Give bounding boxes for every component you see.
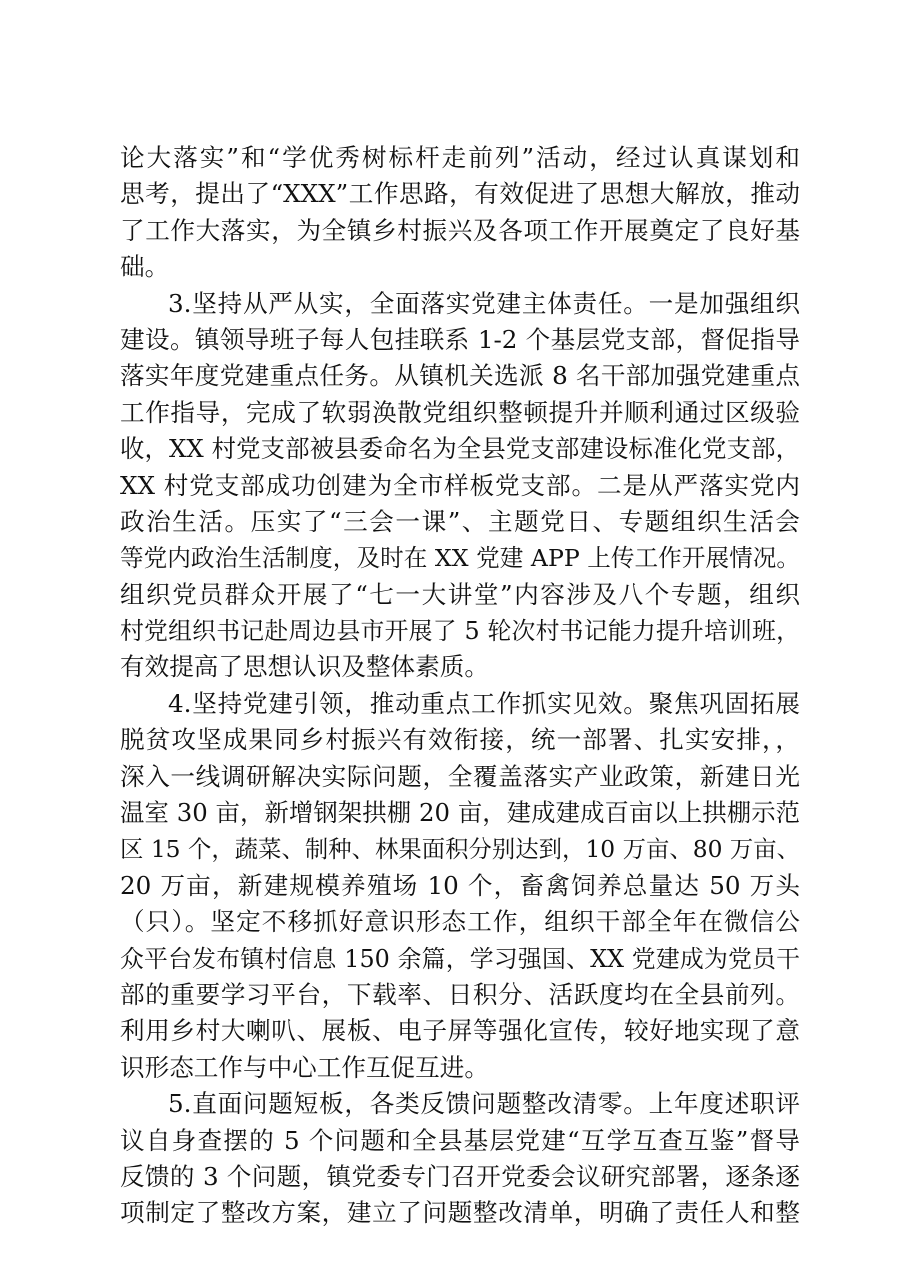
text-line: （只）。坚定不移抓好意识形态工作，组织干部全年在微信公 (120, 907, 800, 937)
text-line: 部的重要学习平台，下载率、日积分、活跃度均在全县前列。 (120, 979, 800, 1009)
text-line: 4.坚持党建引领，推动重点工作抓实见效。聚焦巩固拓展 (168, 688, 800, 718)
text-line: 等党内政治生活制度，及时在 XX 党建 APP 上传工作开展情况。 (120, 544, 800, 573)
paragraph-continuation (120, 140, 800, 286)
text-line: 深入一线调研解决实际问题，全覆盖落实产业政策，新建日光 (120, 761, 800, 791)
text-line: 议自身查摆的 5 个问题和全县基层党建“互学互查互鉴”督导 (120, 1125, 800, 1155)
paragraph-section-3 (120, 286, 800, 686)
text-line: 识形态工作与中心工作互促互进。 (120, 1052, 489, 1082)
paragraph-section-4 (120, 686, 800, 1086)
text-line: 脱贫攻坚成果同乡村振兴有效衔接，统一部署、扎实安排，， (120, 725, 800, 755)
text-line: 础。 (120, 252, 170, 282)
text-line: 利用乡村大喇叭、展板、电子屏等强化宣传，较好地实现了意 (120, 1016, 800, 1046)
text-line: 组织党员群众开展了“七一大讲堂”内容涉及八个专题，组织 (120, 579, 800, 609)
text-line: 村党组织书记赴周边县市开展了 5 轮次村书记能力提升培训班， (120, 617, 800, 646)
text-line: XX 村党支部成功创建为全市样板党支部。二是从严落实党内 (120, 470, 800, 500)
text-line: 思考，提出了“XXX”工作思路，有效促进了思想大解放，推动 (120, 179, 800, 209)
text-line: 收，XX 村党支部被县委命名为全县党支部建设标准化党支部， (120, 434, 800, 464)
text-line: 论大落实”和“学优秀树标杆走前列”活动，经过认真谋划和 (120, 143, 800, 172)
text-line: 建设。镇领导班子每人包挂联系 1-2 个基层党支部，督促指导 (120, 324, 800, 354)
text-line: 区 15 个，蔬菜、制种、林果面积分别达到，10 万亩、80 万亩、 (120, 835, 800, 864)
text-line: 落实年度党建重点任务。从镇机关选派 8 名干部加强党建重点 (120, 361, 800, 391)
text-line: 3.坚持从严从实，全面落实党建主体责任。一是加强组织 (168, 288, 800, 318)
text-line: 反馈的 3 个问题，镇党委专门召开党委会议研究部署，逐条逐 (120, 1161, 800, 1191)
text-line: 工作指导，完成了软弱涣散党组织整顿提升并顺利通过区级验 (120, 397, 800, 427)
text-line: 项制定了整改方案，建立了问题整改清单，明确了责任人和整 (120, 1198, 800, 1228)
text-line: 20 万亩，新建规模养殖场 10 个，畜禽饲养总量达 50 万头 (120, 870, 800, 900)
paragraph-section-5 (120, 1086, 800, 1232)
text-line: 5.直面问题短板，各类反馈问题整改清零。上年度述职评 (168, 1089, 800, 1119)
text-line: 众平台发布镇村信息 150 余篇，学习强国、XX 党建成为党员干 (120, 944, 800, 973)
text-line: 温室 30 亩，新增钢架拱棚 20 亩，建成建成百亩以上拱棚示范 (120, 798, 800, 828)
document-body (120, 140, 800, 1232)
text-line: 政治生活。压实了“三会一课”、主题党日、专题组织生活会 (120, 506, 800, 536)
text-line: 有效提高了思想认识及整体素质。 (120, 652, 489, 682)
text-line: 了工作大落实，为全镇乡村振兴及各项工作开展奠定了良好基 (120, 215, 800, 245)
